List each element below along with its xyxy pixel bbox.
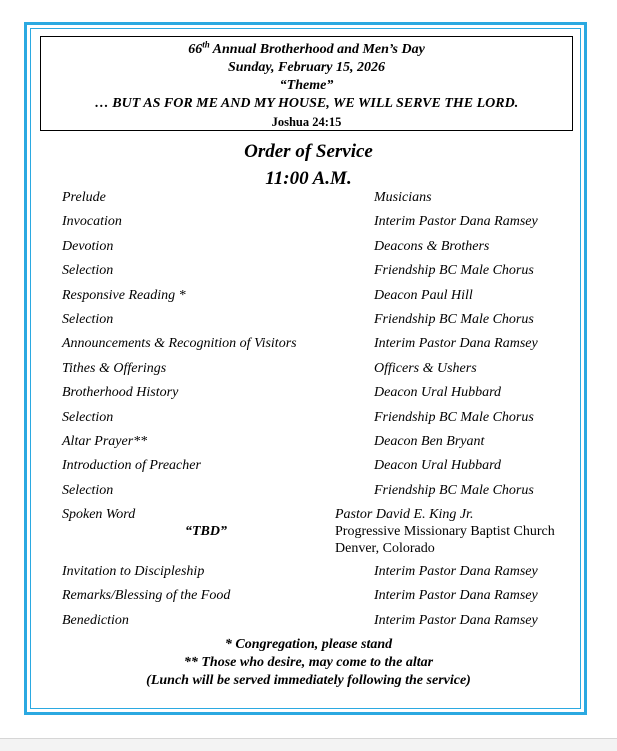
notes xyxy=(0,636,617,690)
program-item: Selection xyxy=(62,482,114,498)
program-leader: Officers & Ushers xyxy=(374,360,477,376)
note-stand: * Congregation, please stand xyxy=(224,637,393,652)
anniversary-number: 66 xyxy=(188,42,203,57)
theme-label: “Theme” xyxy=(279,78,334,93)
program-item: Benediction xyxy=(62,612,129,628)
program-leader: Deacon Ural Hubbard xyxy=(374,385,502,401)
program-item: Spoken Word xyxy=(62,507,136,522)
preacher-block xyxy=(335,506,555,557)
service-time: 11:00 A.M. xyxy=(265,168,352,189)
program-leader: Friendship BC Male Chorus xyxy=(374,482,534,498)
order-of-service-title: Order of Service xyxy=(244,141,373,162)
program-item: Prelude xyxy=(62,190,106,205)
program-leader: Deacon Paul Hill xyxy=(374,287,473,303)
program-leader: Interim Pastor Dana Ramsey xyxy=(374,336,538,352)
program-leader: Deacons & Brothers xyxy=(374,238,490,254)
program-leader: Friendship BC Male Chorus xyxy=(374,409,534,425)
program-item: Invocation xyxy=(62,214,122,230)
program-item: Selection xyxy=(62,409,114,425)
program-item: Selection xyxy=(62,312,114,327)
program-item: Selection xyxy=(62,263,114,279)
program-item: Devotion xyxy=(62,238,114,254)
program-leader: Interim Pastor Dana Ramsey xyxy=(374,564,538,579)
program-leader: Deacon Ben Bryant xyxy=(374,434,485,449)
program-leader: Musicians xyxy=(374,190,432,205)
program-leader: Interim Pastor Dana Ramsey xyxy=(374,214,538,230)
program-item: Announcements & Recognition of Visitors xyxy=(62,336,297,352)
program-item: Remarks/Blessing of the Food xyxy=(62,588,231,604)
event-date: Sunday, February 15, 2026 xyxy=(227,60,385,75)
preacher-name: Pastor David E. King Jr. xyxy=(335,507,474,522)
sermon-title: “TBD” xyxy=(185,524,227,539)
page-bottom-edge xyxy=(0,738,617,751)
program-item: Altar Prayer** xyxy=(62,434,148,449)
note-altar: ** Those who desire, may come to the altar xyxy=(183,655,434,670)
header-box xyxy=(40,36,573,131)
program-item: Tithes & Offerings xyxy=(62,360,167,376)
program-leader: Friendship BC Male Chorus xyxy=(374,312,534,327)
note-lunch: (Lunch will be served immediately following the service) xyxy=(146,673,471,688)
program-leader: Interim Pastor Dana Ramsey xyxy=(374,588,538,604)
scripture-reference: Joshua 24:15 xyxy=(271,115,342,129)
preacher-church: Progressive Missionary Baptist Church xyxy=(335,524,555,539)
preacher-city: Denver, Colorado xyxy=(335,541,435,556)
program-item: Brotherhood History xyxy=(62,385,179,401)
program-leader: Friendship BC Male Chorus xyxy=(374,263,534,279)
anniversary-text: Annual Brotherhood and Men’s Day xyxy=(209,42,425,57)
program-item: Introduction of Preacher xyxy=(62,458,201,474)
program-item: Invitation to Discipleship xyxy=(62,564,205,579)
anniversary-suffix: th xyxy=(202,39,210,50)
program-leader: Interim Pastor Dana Ramsey xyxy=(374,612,538,628)
theme-text: … BUT AS FOR ME AND MY HOUSE, WE WILL SERVE THE LORD. xyxy=(94,96,519,111)
program-item: Responsive Reading * xyxy=(62,287,186,303)
anniversary-title xyxy=(41,41,572,59)
program-leader: Deacon Ural Hubbard xyxy=(374,458,502,474)
